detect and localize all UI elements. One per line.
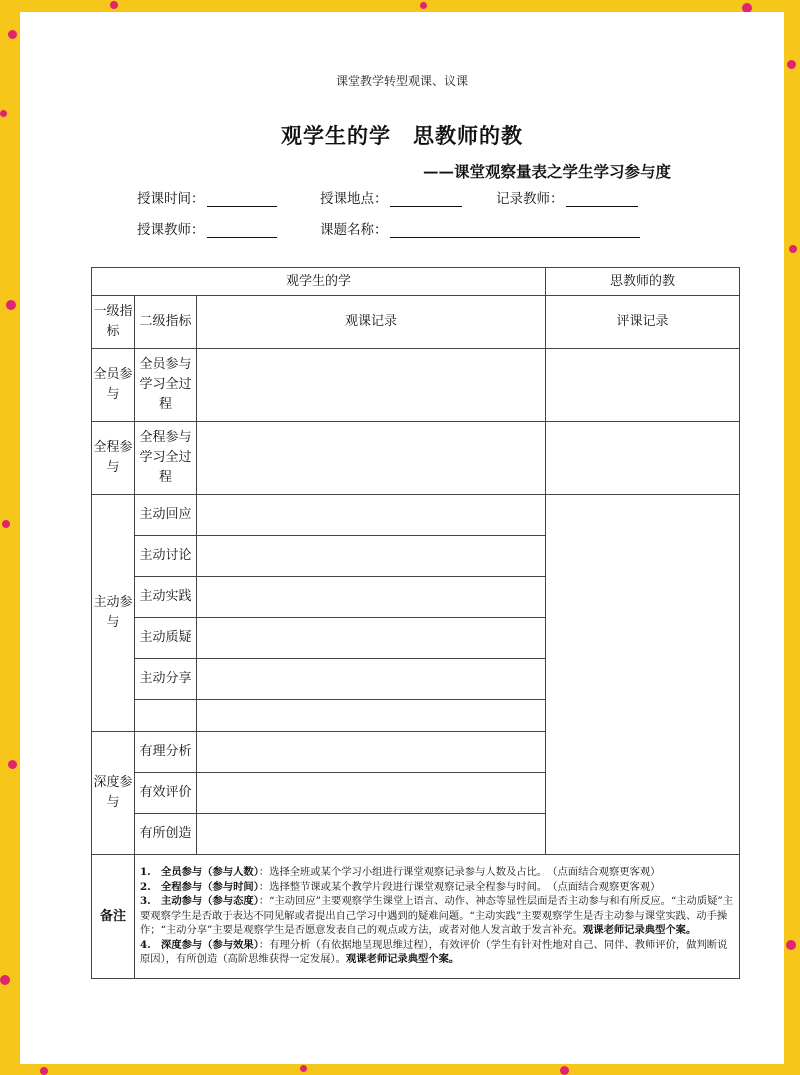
note3-tail: 观课老师记录典型个案。 <box>583 924 697 937</box>
note1-head: 1. 全员参与（参与人数） <box>140 866 259 879</box>
observe-cell[interactable] <box>197 700 546 732</box>
field-place-label: 授课地点： <box>320 191 388 207</box>
field-topic <box>320 218 640 238</box>
observe-cell[interactable] <box>197 732 546 773</box>
sub-active-question: 主动质疑 <box>135 618 197 659</box>
field-topic-label: 课题名称： <box>320 222 388 238</box>
note1-body: ：选择全班或某个学习小组进行课堂观察记录参与人数及占比。 （点面结合观察更客观） <box>258 866 661 879</box>
decor-dot <box>420 2 427 9</box>
sub-empty <box>135 700 197 732</box>
page-title: 观学生的学 思教师的教 <box>281 123 523 148</box>
observe-cell[interactable] <box>197 577 546 618</box>
decor-dot <box>789 245 797 253</box>
group-deep-participation: 深度参与 <box>92 732 135 855</box>
sub-deep-analysis: 有理分析 <box>135 732 197 773</box>
decor-dot <box>6 300 16 310</box>
note2-head: 2. 全程参与（参与时间） <box>140 880 259 893</box>
note4-head: 4. 深度参与（参与效果） <box>140 938 259 951</box>
sub-whole-participation: 全程参与学习全过程 <box>135 422 197 495</box>
field-place-line[interactable] <box>390 192 462 207</box>
observe-cell[interactable] <box>197 659 546 700</box>
evaluate-cell-merged[interactable] <box>546 495 740 855</box>
field-teacher-line[interactable] <box>207 223 277 238</box>
right-header: 思教师的教 <box>546 268 740 296</box>
evaluate-cell[interactable] <box>546 422 740 495</box>
sub-deep-evaluation: 有效评价 <box>135 773 197 814</box>
page-subtitle: ——课堂观察量表之学生学习参与度 <box>423 162 672 181</box>
decor-dot <box>786 940 796 950</box>
note3-head: 3. 主动参与（参与态度） <box>140 895 259 908</box>
sub-active-respond: 主动回应 <box>135 495 197 536</box>
note4-body: ：有理分析（有依据地呈现思维过程），有效评价（学生有针对性地对自己、同伴、教师评价，做判断说原因），有所创造（高阶思维获得一定发展）。 <box>140 938 728 966</box>
observe-cell[interactable] <box>197 814 546 855</box>
field-time-line[interactable] <box>207 192 277 207</box>
field-recorder-label: 记录教师： <box>496 191 564 207</box>
group-active-participation: 主动参与 <box>92 495 135 732</box>
evaluate-record-header: 评课记录 <box>546 296 740 349</box>
observe-cell[interactable] <box>197 349 546 422</box>
sub-active-share: 主动分享 <box>135 659 197 700</box>
field-teacher <box>137 218 277 238</box>
decor-dot <box>8 30 17 39</box>
decor-dot <box>300 1065 307 1072</box>
note4-tail: 观课老师记录典型个案。 <box>345 953 460 966</box>
observe-cell[interactable] <box>197 495 546 536</box>
field-topic-line[interactable] <box>390 223 640 238</box>
observe-cell[interactable] <box>197 536 546 577</box>
notes-content <box>135 855 740 979</box>
decor-dot <box>8 760 17 769</box>
notes-title: 备注 <box>92 855 135 979</box>
observe-cell[interactable] <box>197 422 546 495</box>
observe-record-header: 观课记录 <box>197 296 546 349</box>
group-all-participation: 全员参与 <box>92 349 135 422</box>
field-recorder <box>496 187 638 207</box>
decor-dot <box>787 60 796 69</box>
decor-dot <box>0 975 10 985</box>
observe-cell[interactable] <box>197 773 546 814</box>
decor-dot <box>2 520 10 528</box>
sub-active-discuss: 主动讨论 <box>135 536 197 577</box>
decor-dot <box>110 1 118 9</box>
col-secondary-indicator: 二级指标 <box>135 296 197 349</box>
field-recorder-line[interactable] <box>566 192 638 207</box>
evaluate-cell[interactable] <box>546 349 740 422</box>
document-page <box>20 12 784 1064</box>
field-time-label: 授课时间： <box>137 191 205 207</box>
header-note: 课堂教学转型观课、议课 <box>335 74 468 88</box>
decor-dot <box>0 110 7 117</box>
group-whole-participation: 全程参与 <box>92 422 135 495</box>
field-time <box>137 187 277 207</box>
note2-body: ：选择整节课或某个教学片段进行课堂观察记录全程参与时间。 （点面结合观察更客观） <box>258 880 661 893</box>
col-primary-indicator: 一级指标 <box>92 296 135 349</box>
note3-body: ：“主动回应”主要观察学生课堂上语言、动作、神态等显性层面是否主动参与和有所反应。“主动质疑”主要观察学生是否敢于表达不同见解或者提出自己学习中遇到的疑难问题。“主动实践”主要观察学生是否主动参与课堂实践、动手操作；“主动分享”主要是观察学生是否愿意发表自己的观点或方法，或者对他人发言敢于发言补充。 <box>140 895 733 937</box>
sub-deep-creation: 有所创造 <box>135 814 197 855</box>
sub-all-participation: 全员参与学习全过程 <box>135 349 197 422</box>
observation-table <box>91 267 740 979</box>
field-place <box>320 187 462 207</box>
sub-active-practice: 主动实践 <box>135 577 197 618</box>
left-header: 观学生的学 <box>92 268 546 296</box>
field-teacher-label: 授课教师： <box>137 222 205 238</box>
observe-cell[interactable] <box>197 618 546 659</box>
